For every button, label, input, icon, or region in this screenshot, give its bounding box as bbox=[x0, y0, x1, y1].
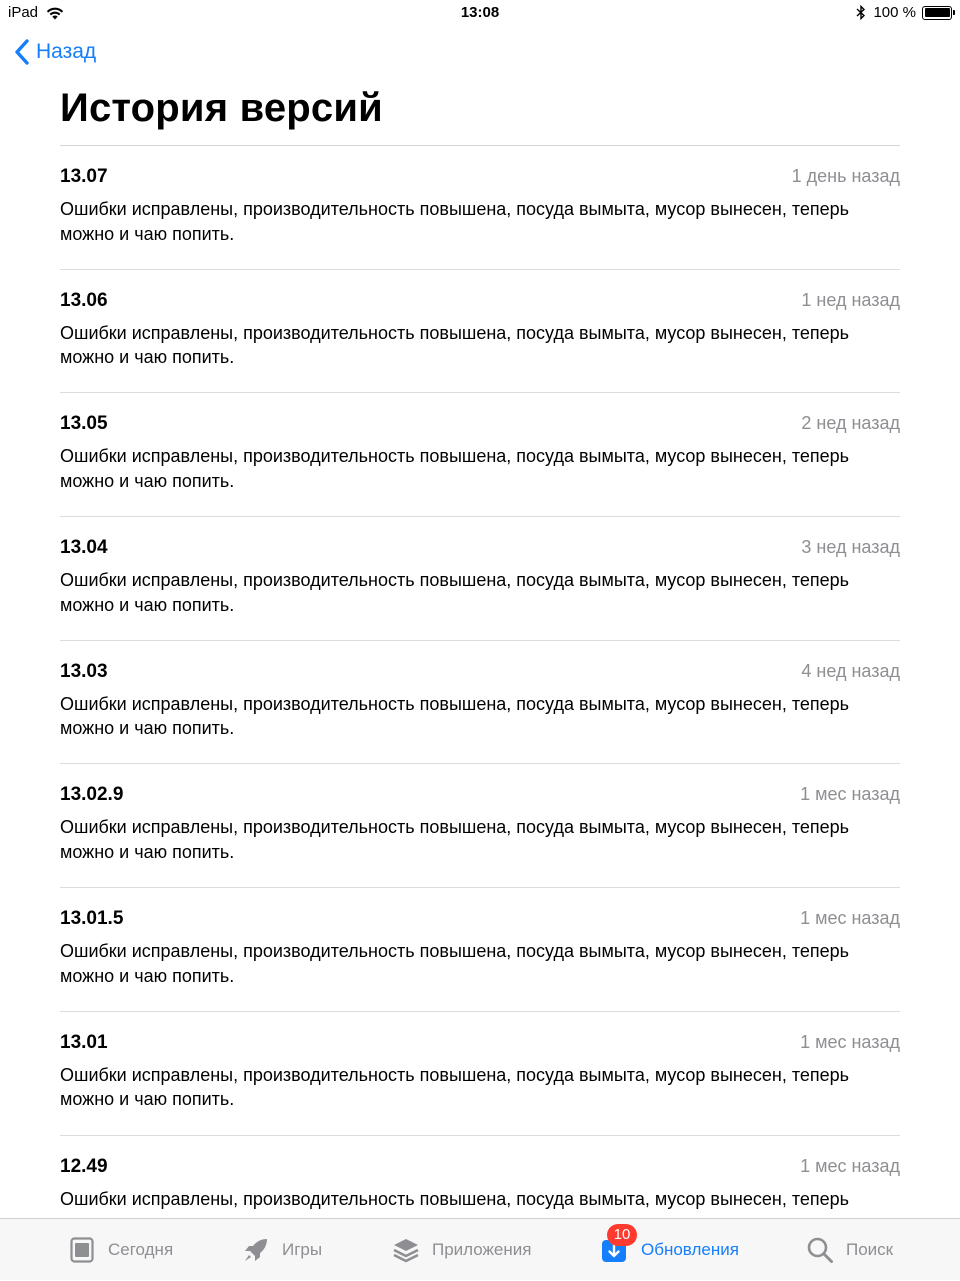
tab-bar bbox=[0, 1218, 960, 1280]
version-notes: Ошибки исправлены, производительность повышена, посуда вымыта, мусор вынесен, теперь можно и чаю попить. bbox=[60, 322, 850, 368]
version-notes: Ошибки исправлены, производительность повышена, посуда вымыта, мусор вынесен, теперь можно и чаю попить. bbox=[60, 1064, 850, 1110]
updates-badge: 10 bbox=[607, 1224, 637, 1246]
back-button[interactable] bbox=[14, 38, 96, 66]
version-item bbox=[60, 393, 900, 517]
device-name: iPad bbox=[8, 4, 39, 21]
tab-games[interactable] bbox=[242, 1219, 322, 1281]
version-item bbox=[60, 1012, 900, 1136]
version-notes: Ошибки исправлены, производительность повышена, посуда вымыта, мусор вынесен, теперь можно и чаю попить. bbox=[60, 693, 850, 739]
tab-today[interactable] bbox=[68, 1219, 173, 1281]
tab-icon-wrapper bbox=[601, 1226, 631, 1264]
version-item bbox=[60, 146, 900, 270]
page-title: История версий bbox=[60, 86, 383, 130]
version-date: 1 мес назад bbox=[800, 1031, 900, 1052]
status-time: 13:08 bbox=[460, 4, 500, 21]
version-notes: Ошибки исправлены, производительность повышена, посуда вымыта, мусор вынесен, теперь можно и чаю попить. bbox=[60, 446, 850, 491]
version-item bbox=[60, 270, 900, 394]
version-number: 13.01 bbox=[60, 1031, 108, 1053]
search-icon bbox=[806, 1236, 834, 1264]
rocket-icon bbox=[242, 1236, 270, 1264]
today-icon bbox=[68, 1236, 96, 1264]
tab-updates[interactable] bbox=[601, 1219, 739, 1281]
version-date: 1 день назад bbox=[791, 166, 900, 186]
version-notes: Ошибки исправлены, производительность повышена, посуда вымыта, мусор вынесен, теперь можно и чаю попить. bbox=[60, 199, 850, 244]
version-date: 1 мес назад bbox=[800, 1155, 900, 1176]
version-number: 13.04 bbox=[60, 537, 108, 559]
version-date: 2 нед назад bbox=[801, 413, 900, 434]
back-label: Назад bbox=[36, 40, 97, 63]
version-item bbox=[60, 517, 900, 641]
version-number: 13.03 bbox=[60, 660, 108, 682]
version-number: 13.07 bbox=[60, 166, 108, 187]
version-item bbox=[60, 641, 900, 765]
tab-label: Приложения bbox=[432, 1240, 532, 1259]
version-date: 4 нед назад bbox=[801, 660, 900, 681]
version-item bbox=[60, 764, 900, 888]
battery-icon bbox=[922, 6, 952, 20]
version-number: 13.05 bbox=[60, 413, 108, 435]
tab-apps[interactable] bbox=[392, 1219, 531, 1281]
battery-fill bbox=[925, 8, 950, 17]
version-list[interactable] bbox=[60, 146, 900, 1218]
chevron-left-icon bbox=[14, 38, 30, 66]
version-number: 13.06 bbox=[60, 289, 108, 311]
battery-percent: 100 % bbox=[873, 4, 916, 21]
layers-icon bbox=[392, 1236, 420, 1264]
version-date: 3 нед назад bbox=[801, 537, 900, 558]
tab-label: Игры bbox=[282, 1240, 323, 1259]
version-notes: Ошибки исправлены, производительность повышена, посуда вымыта, мусор вынесен, теперь можно и чаю попить. bbox=[60, 941, 850, 986]
version-date: 1 мес назад bbox=[800, 908, 900, 929]
version-notes: Ошибки исправлены, производительность повышена, посуда вымыта, мусор вынесен, теперь можно и чаю попить. bbox=[60, 570, 850, 615]
version-number: 13.02.9 bbox=[60, 784, 124, 806]
version-notes: Ошибки исправлены, производительность повышена, посуда вымыта, мусор вынесен, теперь можно и чаю попить. bbox=[60, 817, 850, 862]
tab-search[interactable] bbox=[806, 1219, 893, 1281]
bluetooth-icon bbox=[856, 5, 866, 20]
version-number: 13.01.5 bbox=[60, 908, 124, 930]
tab-label: Сегодня bbox=[108, 1240, 174, 1259]
version-date: 1 нед назад bbox=[801, 289, 900, 310]
version-notes: Ошибки исправлены, производительность повышена, посуда вымыта, мусор вынесен, теперь bbox=[60, 1188, 850, 1209]
version-item bbox=[60, 888, 900, 1012]
tab-label: Обновления bbox=[641, 1240, 739, 1259]
status-bar bbox=[0, 0, 960, 26]
version-number: 12.49 bbox=[60, 1155, 108, 1177]
tab-label: Поиск bbox=[846, 1240, 894, 1259]
version-date: 1 мес назад bbox=[800, 784, 900, 805]
